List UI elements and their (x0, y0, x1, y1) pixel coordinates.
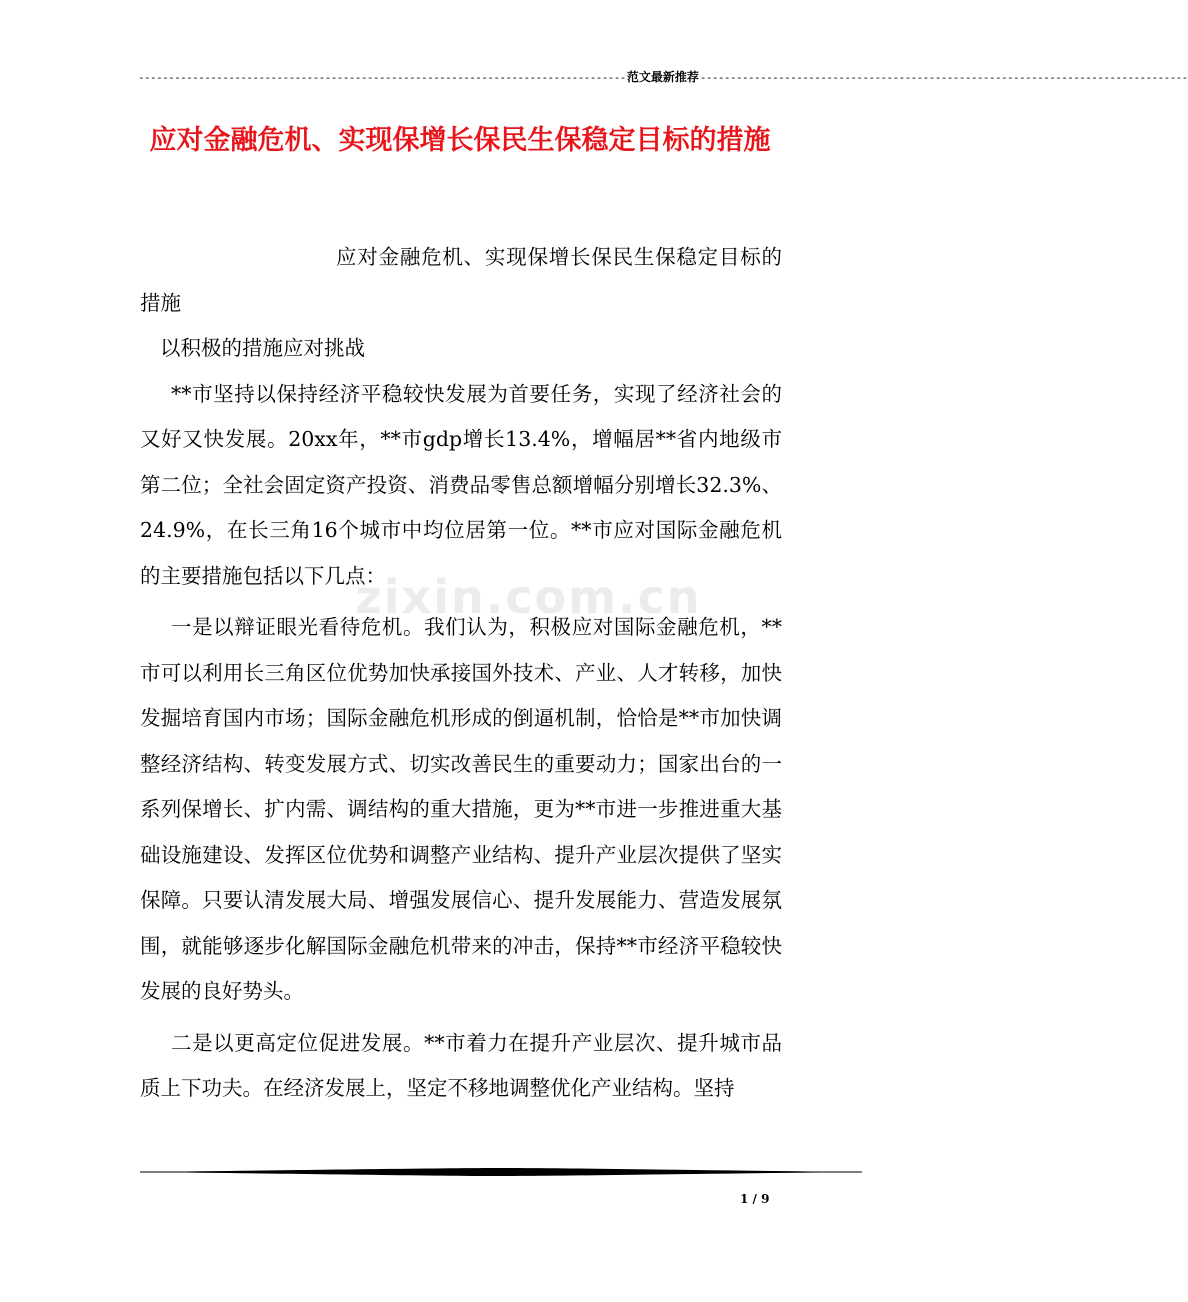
header-dashes-left: --------------------------------------------------------------------------------- (138, 71, 626, 84)
page-number: 1 / 9 (740, 1192, 770, 1206)
header-banner (138, 67, 1188, 87)
footer-divider (140, 1165, 862, 1179)
header-dashes-right: --------------------------------------------------------------------------------- (699, 71, 1188, 84)
body-subtitle: 应对金融危机、实现保增长保民生保稳定目标的措施 (140, 245, 782, 315)
paragraph-3: 二是以更高定位促进发展。**市着力在提升产业层次、提升城市品质上下功夫。在经济发展上，坚定不移地调整优化产业结构。坚持 (140, 1030, 782, 1100)
document-title: 应对金融危机、实现保增长保民生保稳定目标的措施 (149, 125, 771, 156)
header-label: 范文最新推荐 (626, 70, 699, 84)
paragraph-1: **市坚持以保持经济平稳较快发展为首要任务，实现了经济社会的又好又快发展。20xx年，**市gdp增长13.4%，增幅居**省内地级市第二位；全社会固定资产投资、消费品零售总额增幅分别增长32.3%、24.9%，在长三角16个城市中均位居第一位。**市应对国际金融危机的主要措施包括以下几点： (140, 381, 782, 588)
document-body (140, 235, 782, 1118)
watermark: zixin.com.cn (355, 570, 702, 624)
paragraph-2: 一是以辩证眼光看待危机。我们认为，积极应对国际金融危机，**市可以利用长三角区位优势加快承接国外技术、产业、人才转移，加快发掘培育国内市场；国际金融危机形成的倒逼机制，恰恰是**市加快调整经济结构、转变发展方式、切实改善民生的重要动力；国家出台的一系列保增长、扩内需、调结构的重大措施，更为**市进一步推进重大基础设施建设、发挥区位优势和调整产业结构、提升产业层次提供了坚实保障。只要认清发展大局、增强发展信心、提升发展能力、营造发展氛围，就能够逐步化解国际金融危机带来的冲击，保持**市经济平稳较快发展的良好势头。 (140, 615, 782, 1003)
section-heading: 以积极的措施应对挑战 (160, 336, 365, 360)
